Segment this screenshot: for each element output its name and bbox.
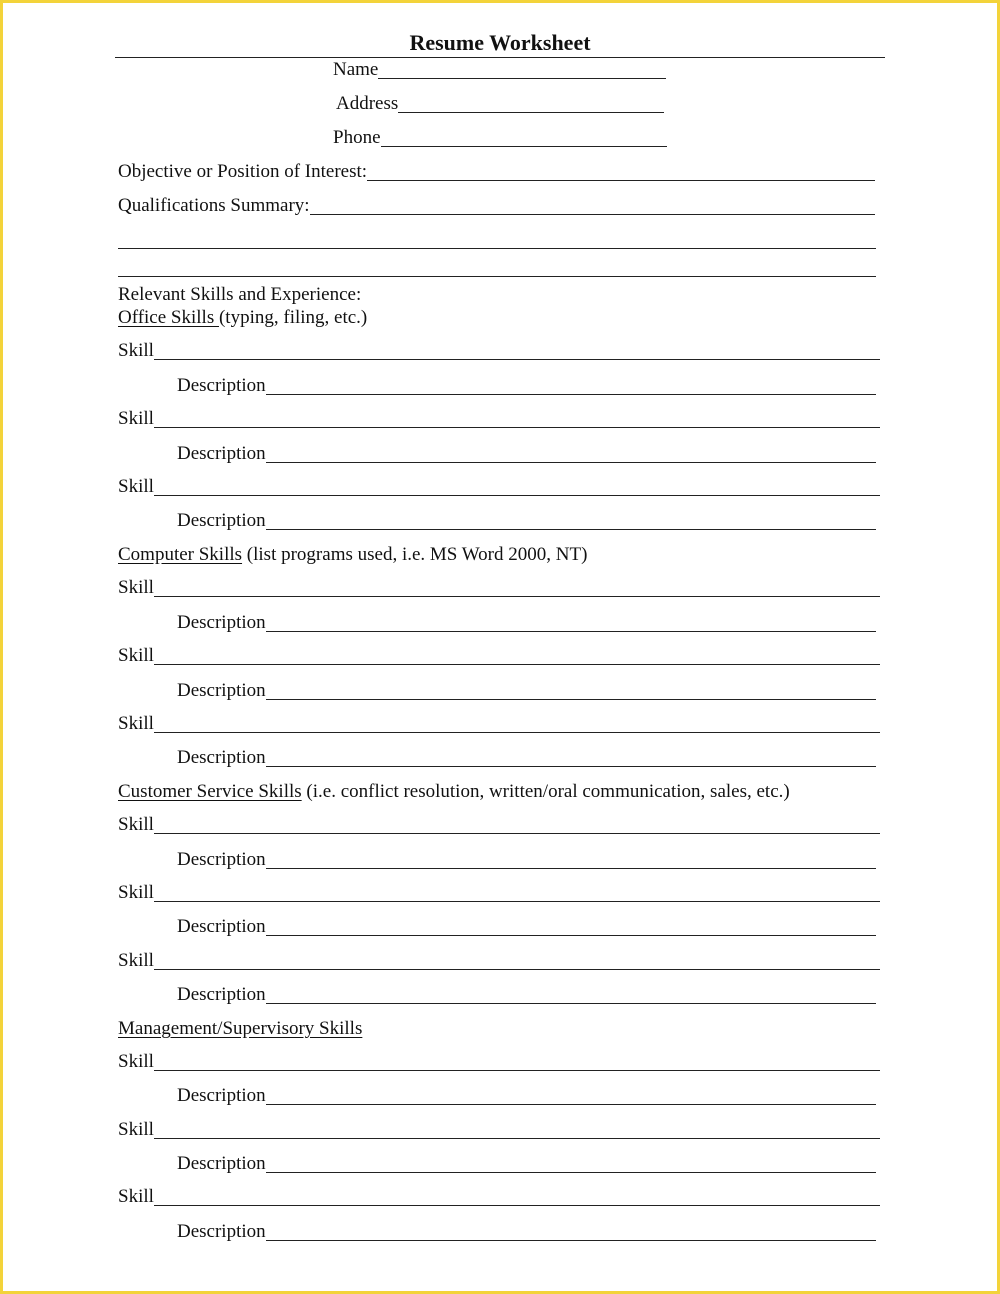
skill-blank[interactable] xyxy=(154,1122,880,1139)
skill-label: Skill xyxy=(118,577,154,598)
skill-field[interactable] xyxy=(118,408,880,430)
description-blank[interactable] xyxy=(266,987,876,1004)
qualifications-label: Qualifications Summary: xyxy=(118,195,310,216)
skill-field[interactable] xyxy=(118,340,880,362)
section-computer-skills xyxy=(118,544,587,566)
skill-label: Skill xyxy=(118,476,154,497)
skill-label: Skill xyxy=(118,814,154,835)
description-field[interactable] xyxy=(177,510,876,532)
skill-blank[interactable] xyxy=(154,411,880,428)
description-label: Description xyxy=(177,375,266,396)
qualifications-blank[interactable] xyxy=(310,198,875,215)
description-field[interactable] xyxy=(177,375,876,397)
skill-field[interactable] xyxy=(118,476,880,498)
title-divider xyxy=(115,57,885,58)
address-label: Address xyxy=(336,93,399,114)
skill-label: Skill xyxy=(118,645,154,666)
description-field[interactable] xyxy=(177,916,876,938)
address-field[interactable] xyxy=(336,93,664,115)
skill-label: Skill xyxy=(118,713,154,734)
skill-blank[interactable] xyxy=(154,885,880,902)
skill-blank[interactable] xyxy=(154,817,880,834)
description-field[interactable] xyxy=(177,680,876,702)
description-blank[interactable] xyxy=(266,615,876,632)
description-label: Description xyxy=(177,747,266,768)
skill-blank[interactable] xyxy=(154,343,880,360)
description-label: Description xyxy=(177,1221,266,1242)
skill-blank[interactable] xyxy=(154,953,880,970)
skill-field[interactable] xyxy=(118,1051,880,1073)
description-field[interactable] xyxy=(177,849,876,871)
skill-label: Skill xyxy=(118,882,154,903)
description-field[interactable] xyxy=(177,1085,876,1107)
description-label: Description xyxy=(177,1153,266,1174)
address-blank[interactable] xyxy=(398,96,664,113)
description-field[interactable] xyxy=(177,984,876,1006)
description-field[interactable] xyxy=(177,1221,876,1243)
skill-field[interactable] xyxy=(118,577,880,599)
description-label: Description xyxy=(177,443,266,464)
section-customer-service-skills xyxy=(118,781,790,803)
skill-field[interactable] xyxy=(118,814,880,836)
section-note: (list programs used, i.e. MS Word 2000, NT) xyxy=(242,544,588,565)
description-blank[interactable] xyxy=(266,1156,876,1173)
description-label: Description xyxy=(177,849,266,870)
description-blank[interactable] xyxy=(266,750,876,767)
description-blank[interactable] xyxy=(266,446,876,463)
skill-label: Skill xyxy=(118,1186,154,1207)
phone-label: Phone xyxy=(333,127,381,148)
skill-label: Skill xyxy=(118,340,154,361)
section-management-skills xyxy=(118,1018,362,1040)
qualifications-field[interactable] xyxy=(118,195,875,217)
section-office-skills xyxy=(118,307,367,329)
section-note: (typing, filing, etc.) xyxy=(218,307,368,328)
objective-label: Objective or Position of Interest: xyxy=(118,161,368,182)
description-label: Description xyxy=(177,612,266,633)
section-title: Office Skills xyxy=(118,307,219,328)
phone-field[interactable] xyxy=(333,127,667,149)
objective-field[interactable] xyxy=(118,161,875,183)
section-note: (i.e. conflict resolution, written/oral communication, sales, etc.) xyxy=(301,781,790,802)
skill-blank[interactable] xyxy=(154,580,880,597)
description-blank[interactable] xyxy=(266,919,876,936)
objective-blank[interactable] xyxy=(367,164,875,181)
description-label: Description xyxy=(177,984,266,1005)
description-blank[interactable] xyxy=(266,1224,876,1241)
skill-field[interactable] xyxy=(118,882,880,904)
qualifications-blank-2[interactable] xyxy=(118,232,876,249)
description-field[interactable] xyxy=(177,443,876,465)
relevant-skills-heading: Relevant Skills and Experience: xyxy=(118,284,362,305)
skill-field[interactable] xyxy=(118,645,880,667)
skill-label: Skill xyxy=(118,1051,154,1072)
skill-blank[interactable] xyxy=(154,716,880,733)
description-field[interactable] xyxy=(177,747,876,769)
description-blank[interactable] xyxy=(266,378,876,395)
qualifications-line-2[interactable] xyxy=(118,229,876,251)
description-field[interactable] xyxy=(177,1153,876,1175)
skill-label: Skill xyxy=(118,408,154,429)
description-blank[interactable] xyxy=(266,683,876,700)
skill-blank[interactable] xyxy=(154,1054,880,1071)
skill-field[interactable] xyxy=(118,1186,880,1208)
phone-blank[interactable] xyxy=(381,130,668,147)
qualifications-line-3[interactable] xyxy=(118,257,876,279)
name-blank[interactable] xyxy=(378,62,666,79)
description-label: Description xyxy=(177,1085,266,1106)
skill-blank[interactable] xyxy=(154,648,880,665)
section-title: Customer Service Skills xyxy=(118,781,302,802)
description-label: Description xyxy=(177,680,266,701)
skill-label: Skill xyxy=(118,1119,154,1140)
skill-blank[interactable] xyxy=(154,479,880,496)
page-title: Resume Worksheet xyxy=(409,30,591,55)
description-label: Description xyxy=(177,510,266,531)
qualifications-blank-3[interactable] xyxy=(118,260,876,277)
section-title: Computer Skills xyxy=(118,544,243,565)
description-blank[interactable] xyxy=(266,1088,876,1105)
skill-blank[interactable] xyxy=(154,1189,880,1206)
name-label: Name xyxy=(333,59,379,80)
skill-field[interactable] xyxy=(118,713,880,735)
section-title: Management/Supervisory Skills xyxy=(118,1018,363,1039)
description-label: Description xyxy=(177,916,266,937)
name-field[interactable] xyxy=(333,59,666,81)
skill-label: Skill xyxy=(118,950,154,971)
skill-field[interactable] xyxy=(118,950,880,972)
description-blank[interactable] xyxy=(266,513,876,530)
description-blank[interactable] xyxy=(266,852,876,869)
skill-field[interactable] xyxy=(118,1119,880,1141)
description-field[interactable] xyxy=(177,612,876,634)
